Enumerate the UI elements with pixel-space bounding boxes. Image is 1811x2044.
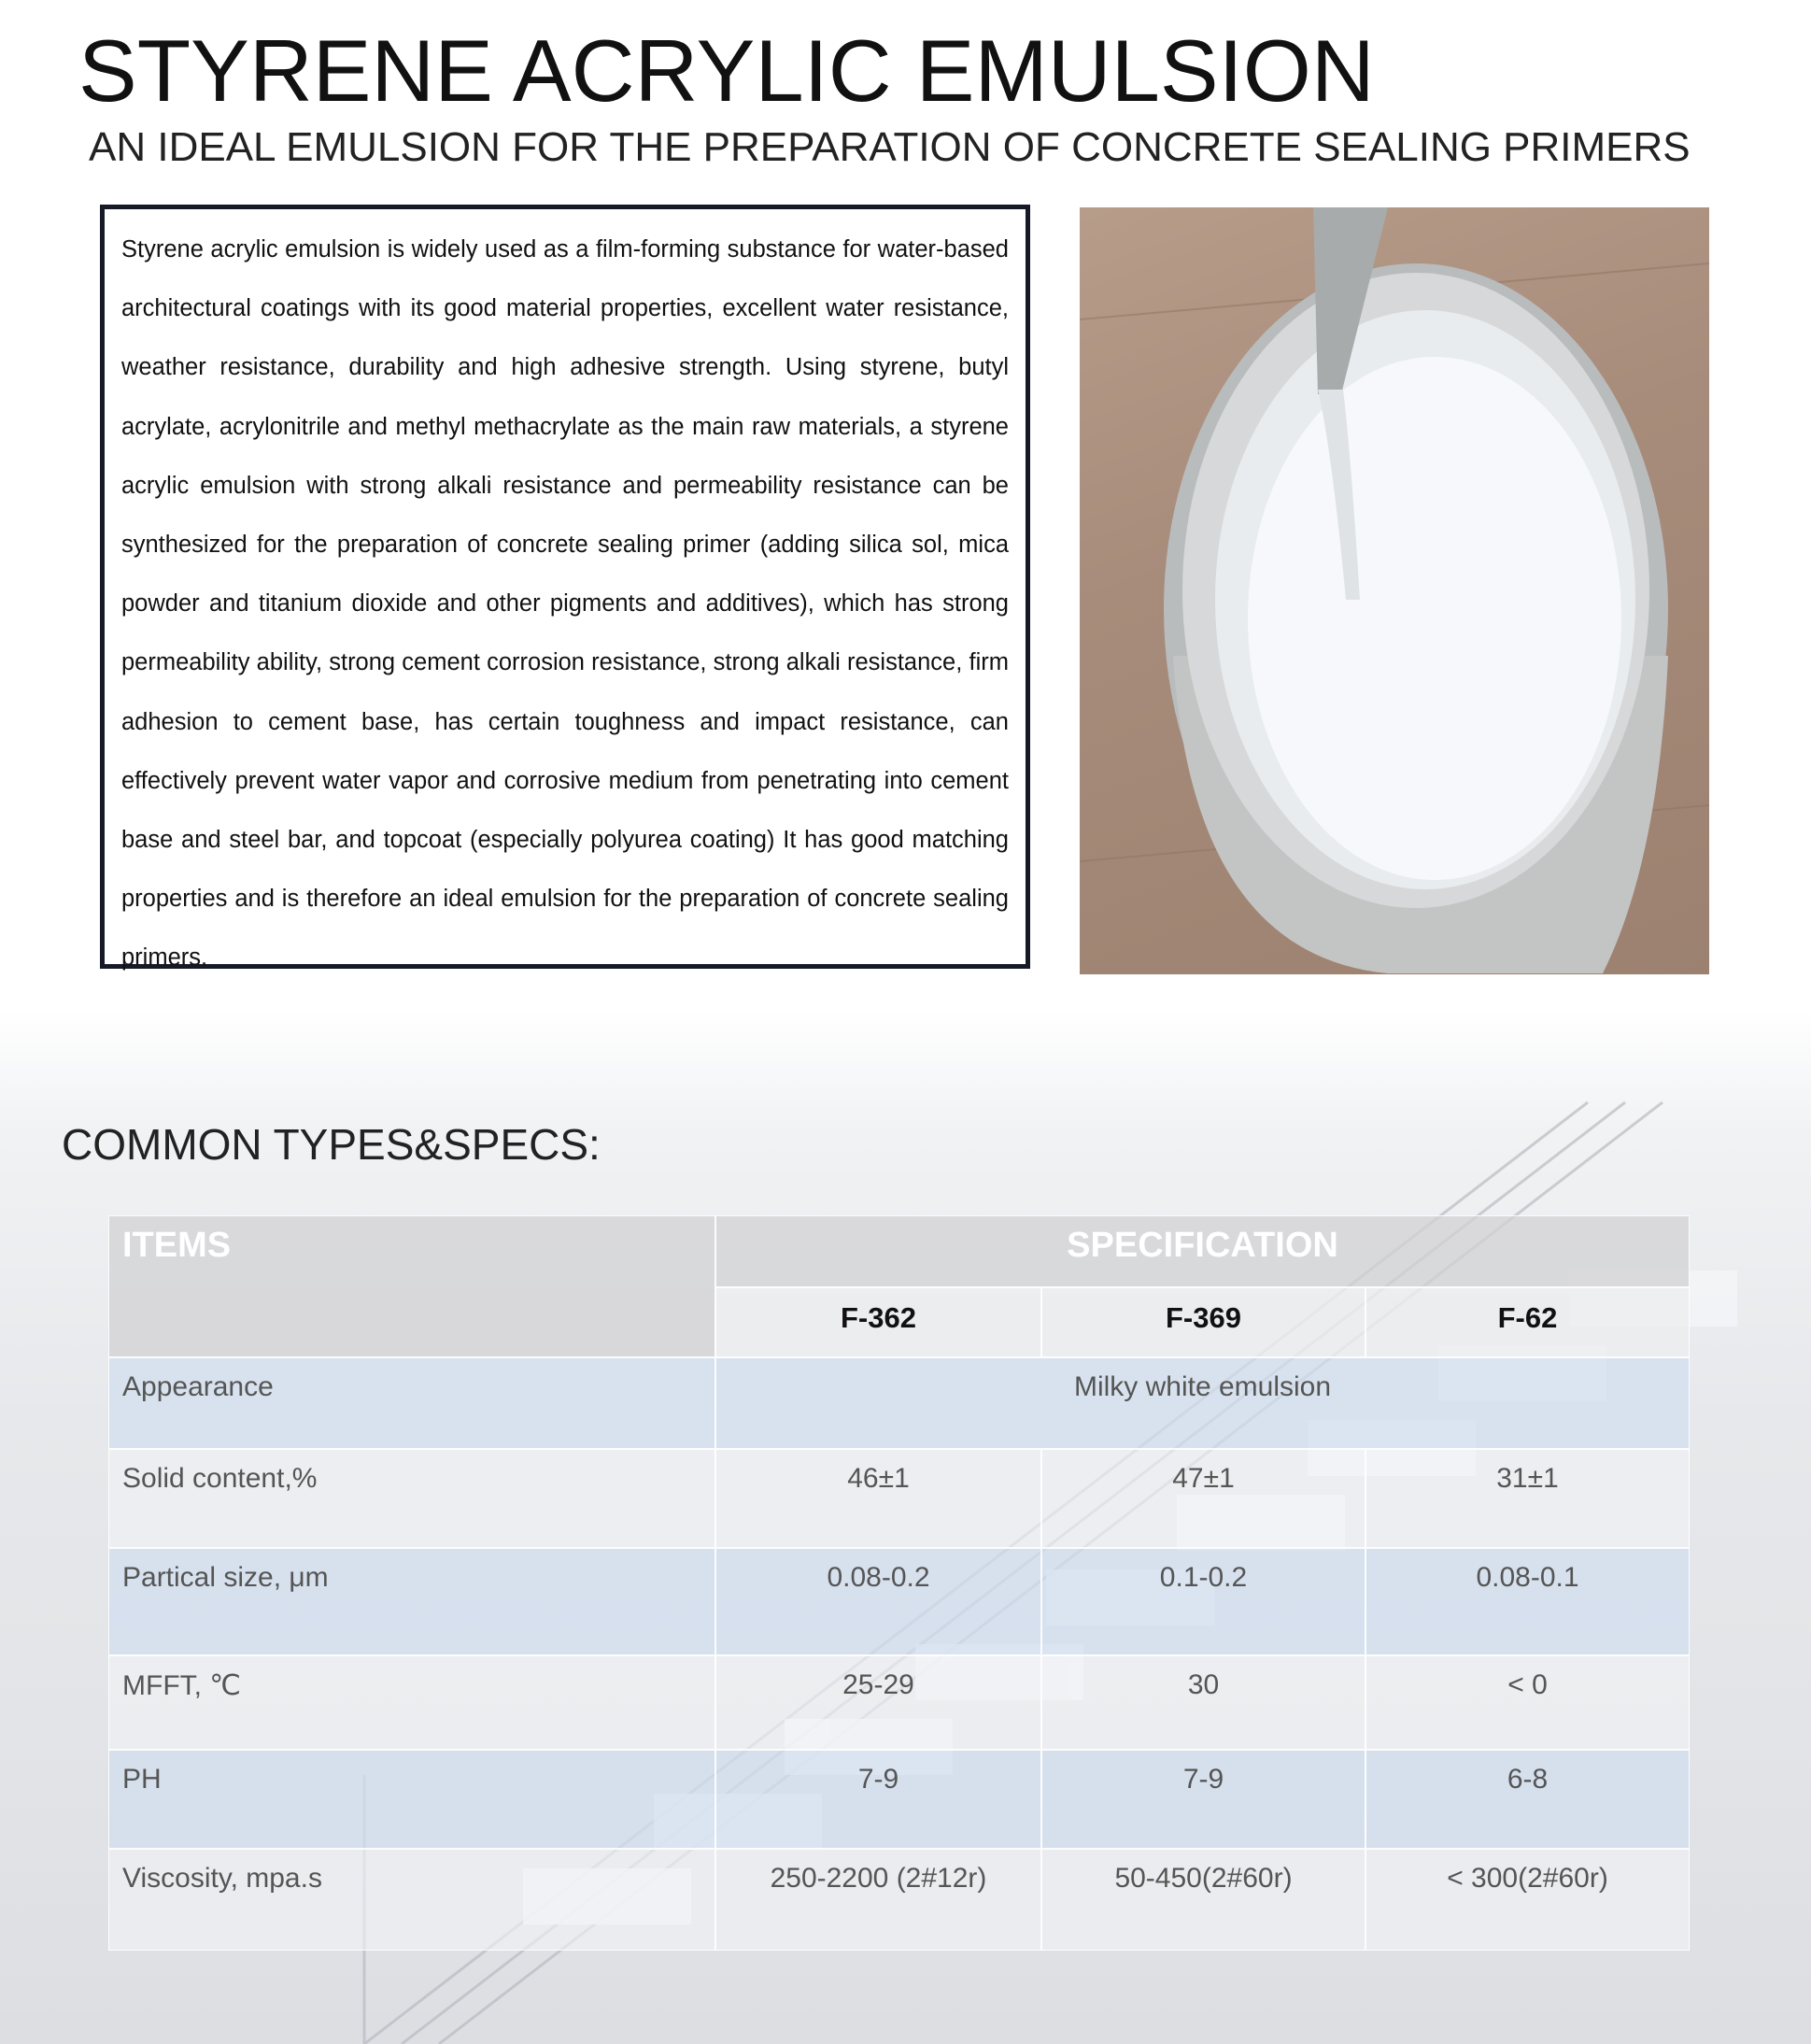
model-header: F-369 (1041, 1287, 1365, 1357)
row-label: Viscosity, mpa.s (108, 1849, 715, 1951)
appearance-value: Milky white emulsion (715, 1357, 1690, 1449)
specification-header: SPECIFICATION (715, 1215, 1690, 1287)
spec-value: 46±1 (715, 1449, 1041, 1548)
description-box (100, 205, 1030, 972)
spec-value: < 300(2#60r) (1365, 1849, 1690, 1951)
spec-value: 7-9 (1041, 1750, 1365, 1849)
row-label: Appearance (108, 1357, 715, 1449)
specs-table (108, 1215, 1690, 1951)
items-header: ITEMS (108, 1215, 715, 1357)
spec-value: 6-8 (1365, 1750, 1690, 1849)
product-photo (1080, 207, 1709, 974)
row-label: Partical size, μm (108, 1548, 715, 1655)
spec-value: 0.1-0.2 (1041, 1548, 1365, 1655)
spec-value: 31±1 (1365, 1449, 1690, 1548)
specs-title: COMMON TYPES&SPECS: (62, 1120, 601, 1169)
spec-value: 0.08-0.2 (715, 1548, 1041, 1655)
spec-value: 30 (1041, 1655, 1365, 1750)
spec-value: < 0 (1365, 1655, 1690, 1750)
model-header: F-62 (1365, 1287, 1690, 1357)
spec-value: 0.08-0.1 (1365, 1548, 1690, 1655)
spec-value: 47±1 (1041, 1449, 1365, 1548)
row-label: PH (108, 1750, 715, 1849)
page-subtitle: AN IDEAL EMULSION FOR THE PREPARATION OF CONCRETE SEALING PRIMERS (89, 124, 1691, 170)
spec-value: 50-450(2#60r) (1041, 1849, 1365, 1951)
description-text: Styrene acrylic emulsion is widely used as a film-forming substance for water-based architectural coatings with its good material properties, excellent water resistance, weather resistance, durability and high adhesive strength. Using styrene, butyl acrylate, acrylonitrile and methyl methacrylate as the main raw materials, a styrene acrylic emulsion with strong alkali resistance and permeability resistance can be synthesized for the preparation of concrete sealing primer (adding silica sol, mica powder and titanium dioxide and other pigments and additives), which has strong permeability ability, strong cement corrosion resistance, strong alkali resistance, firm adhesion to cement base, has certain toughness and impact resistance, can effectively prevent water vapor and corrosive medium from penetrating into cement base and steel bar, and topcoat (especially polyurea coating) It has good matching properties and is therefore an ideal emulsion for the preparation of concrete sealing primers. (121, 236, 1009, 972)
spec-value: 250-2200 (2#12r) (715, 1849, 1041, 1951)
row-label: Solid content,% (108, 1449, 715, 1548)
page-title: STYRENE ACRYLIC EMULSION (78, 21, 1375, 120)
spec-value: 25-29 (715, 1655, 1041, 1750)
spec-value: 7-9 (715, 1750, 1041, 1849)
row-label: MFFT, ℃ (108, 1655, 715, 1750)
model-header: F-362 (715, 1287, 1041, 1357)
